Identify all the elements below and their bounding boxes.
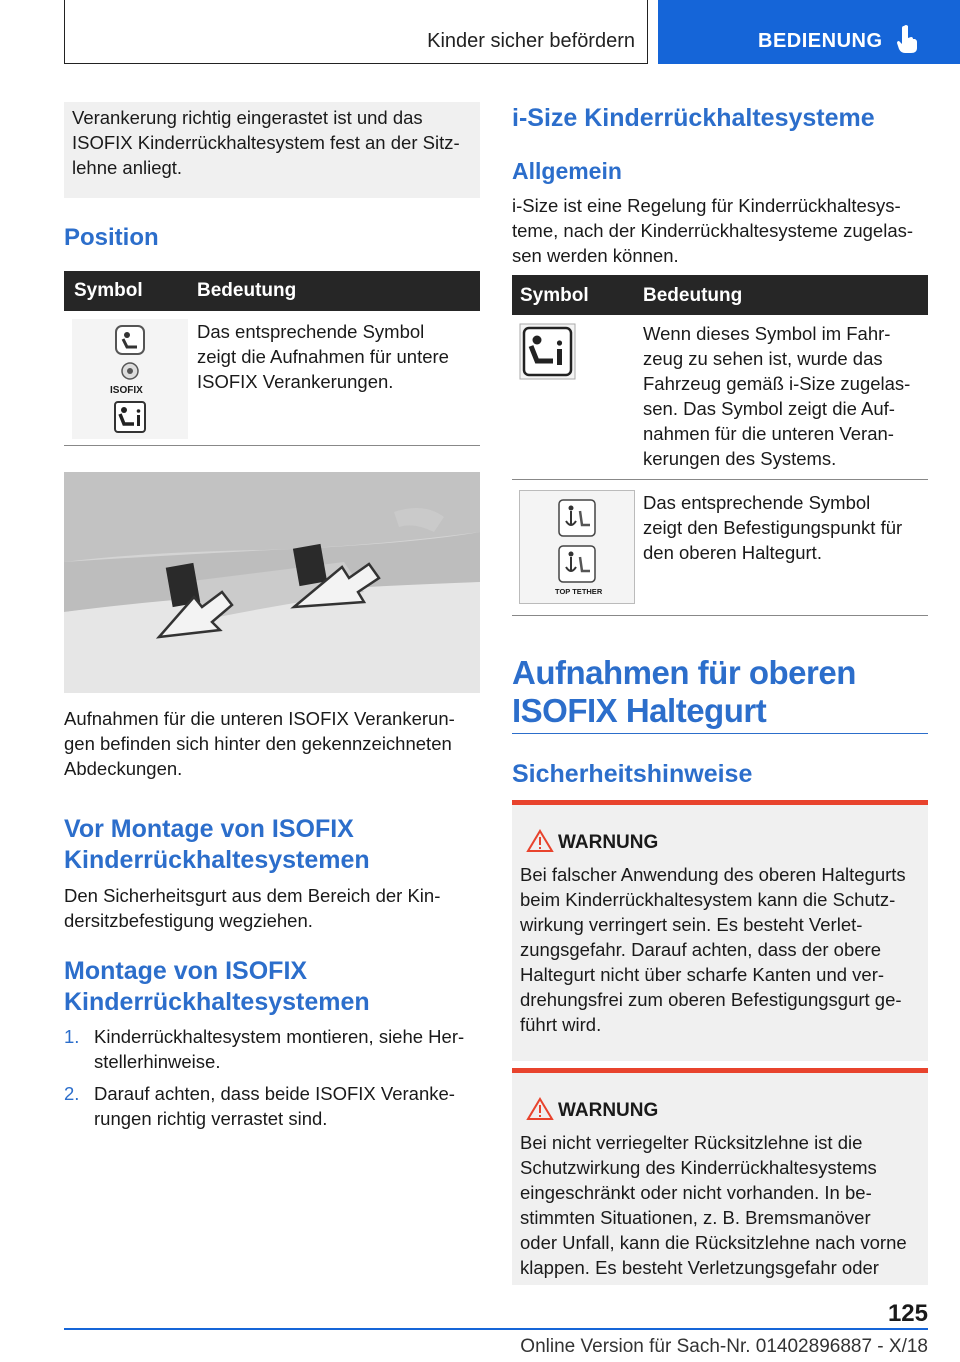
online-version-text: Online Version für Sach-Nr. 01402896887 - X/18 (520, 1336, 928, 1357)
warning-line: Haltegurt nicht über scharfe Kanten und ver- (520, 964, 885, 985)
warning-title: WARNUNG (558, 832, 659, 853)
allgemein-line: sen werden können. (512, 245, 679, 266)
footer-rule (64, 1328, 928, 1330)
table2-text-line: nahmen für die unteren Veran- (643, 423, 894, 444)
header-chapter-label: BEDIENUNG (758, 30, 883, 52)
note-line: ISOFIX Kinderrückhaltesystem fest an der Sitz- (72, 132, 460, 153)
vor-montage-text (64, 883, 480, 933)
warning-line: führt wird. (520, 1014, 602, 1035)
warning-line: klappen. Es besteht Verletzungsgefahr oder (520, 1257, 879, 1278)
step-item (64, 1024, 480, 1074)
allgemein-heading: Allgemein (512, 158, 622, 184)
isofix-label: ISOFIX (110, 385, 143, 396)
table1-text-line: ISOFIX Verankerungen. (197, 371, 394, 392)
table2-text-line: den oberen Haltegurt. (643, 542, 822, 563)
note-line: lehne anliegt. (72, 157, 183, 178)
table2-text-line: Wenn dieses Symbol im Fahr- (643, 323, 891, 344)
vor-montage-heading (64, 814, 370, 876)
note-text (72, 105, 476, 180)
warning-line: Schutzwirkung des Kinderrückhaltesystems (520, 1157, 877, 1178)
warning-box (512, 1068, 928, 1285)
warning-line: Bei falscher Anwendung des oberen Haltegurts (520, 864, 906, 885)
step-item (64, 1081, 480, 1131)
isize-heading: i-Size Kinderrückhaltesysteme (512, 104, 875, 132)
table2-text-line: zeigt den Befestigungspunkt für (643, 517, 903, 538)
warning-triangle-icon (526, 1097, 554, 1121)
aufnahmen-heading (512, 654, 856, 730)
position-heading: Position (64, 224, 159, 251)
caption-line: Abdeckungen. (64, 758, 183, 779)
aufnahmen-heading-line: Aufnahmen für oberen (512, 654, 856, 691)
aufnahmen-heading-line: ISOFIX Haltegurt (512, 692, 767, 729)
isofix-badge-icon (120, 361, 140, 381)
table1-col-symbol: Symbol (74, 280, 143, 301)
table2-col-symbol: Symbol (520, 285, 589, 306)
table2-row2-text (643, 490, 928, 565)
top-tether-symbol-box (519, 490, 635, 604)
warning-line: drehungsfrei zum oberen Befestigungsgurt ge- (520, 989, 902, 1010)
table1-meaning-text (197, 319, 477, 394)
table2-col-meaning: Bedeutung (643, 285, 743, 306)
warning-text (520, 1130, 924, 1280)
table2-text-line: sen. Das Symbol zeigt die Auf- (643, 398, 895, 419)
symbol-table-1 (64, 271, 480, 446)
top-tether-label: TOP TETHER (555, 587, 603, 596)
table1-text-line: zeigt die Aufnahmen für untere (197, 346, 449, 367)
safety-heading: Sicherheitshinweise (512, 760, 753, 788)
isize-symbol-icon (519, 323, 576, 380)
heading-rule (512, 733, 928, 734)
header-section-box (64, 0, 648, 64)
vor-heading-line: Vor Montage von ISOFIX (64, 815, 354, 843)
step-line: Darauf achten, dass beide ISOFIX Veranke- (94, 1083, 455, 1104)
caption-line: Aufnahmen für die unteren ISOFIX Verankerun- (64, 708, 455, 729)
seat-anchor-photo (64, 472, 480, 693)
note-line: Verankerung richtig eingerastet ist und das (72, 107, 423, 128)
photo-caption (64, 706, 480, 781)
warning-line: beim Kinderrückhaltesystem kann die Schutz- (520, 889, 896, 910)
table1-col-meaning: Bedeutung (197, 280, 297, 301)
warning-text (520, 862, 924, 1037)
step-number: 2. (64, 1083, 80, 1104)
step-line: rungen richtig verrastet sind. (94, 1108, 328, 1129)
child-seat-anchor-icon (115, 325, 145, 355)
isofix-symbol-box (72, 319, 188, 439)
step-line: Kinderrückhaltesystem montieren, siehe Her- (94, 1026, 465, 1047)
isize-symbol-icon (114, 401, 146, 433)
montage-heading-line: Montage von ISOFIX (64, 957, 308, 985)
header-section-title: Kinder sicher befördern (427, 30, 635, 52)
warning-line: wirkung verringert sein. Es besteht Verlet- (520, 914, 863, 935)
top-tether-seat-icon (558, 545, 596, 583)
warning-line: oder Unfall, kann die Rücksitzlehne nach vorne (520, 1232, 907, 1253)
table1-text-line: Das entsprechende Symbol (197, 321, 425, 342)
symbol-table-2 (512, 275, 928, 616)
vor-heading-line: Kinderrückhaltesystemen (64, 846, 370, 874)
montage-heading (64, 956, 370, 1018)
table2-text-line: Das entsprechende Symbol (643, 492, 871, 513)
table2-text-line: zeug zu sehen ist, wurde das (643, 348, 883, 369)
allgemein-line: teme, nach der Kinderrückhaltesysteme zugelas- (512, 220, 914, 241)
table2-text-line: kerungen des Systems. (643, 448, 837, 469)
montage-heading-line: Kinderrückhaltesystemen (64, 988, 370, 1016)
warning-box (512, 800, 928, 1061)
table2-row1-text (643, 321, 928, 471)
rear-seat-illustration (64, 472, 480, 693)
step-line: stellerhinweise. (94, 1051, 221, 1072)
pointing-hand-icon (896, 24, 918, 54)
step-number: 1. (64, 1026, 80, 1047)
page-number: 125 (887, 1300, 928, 1327)
header-chapter-box (658, 0, 960, 64)
warning-triangle-icon (526, 829, 554, 853)
warning-line: zungsgefahr. Darauf achten, dass der obere (520, 939, 881, 960)
warning-line: Bei nicht verriegelter Rücksitzlehne ist die (520, 1132, 863, 1153)
montage-steps (64, 1024, 480, 1131)
warning-line: stimmten Situationen, z. B. Bremsmanöver (520, 1207, 871, 1228)
vor-text-line: dersitzbefestigung wegziehen. (64, 910, 313, 931)
allgemein-text (512, 193, 928, 268)
caption-line: gen befinden sich hinter den gekennzeichneten (64, 733, 452, 754)
table2-text-line: Fahrzeug gemäß i-Size zugelas- (643, 373, 911, 394)
allgemein-line: i-Size ist eine Regelung für Kinderrückhaltesys- (512, 195, 901, 216)
vor-text-line: Den Sicherheitsgurt aus dem Bereich der Kin- (64, 885, 441, 906)
top-tether-anchor-icon (558, 499, 596, 537)
warning-line: eingeschränkt oder nicht vorhanden. In be- (520, 1182, 872, 1203)
warning-title: WARNUNG (558, 1100, 659, 1121)
